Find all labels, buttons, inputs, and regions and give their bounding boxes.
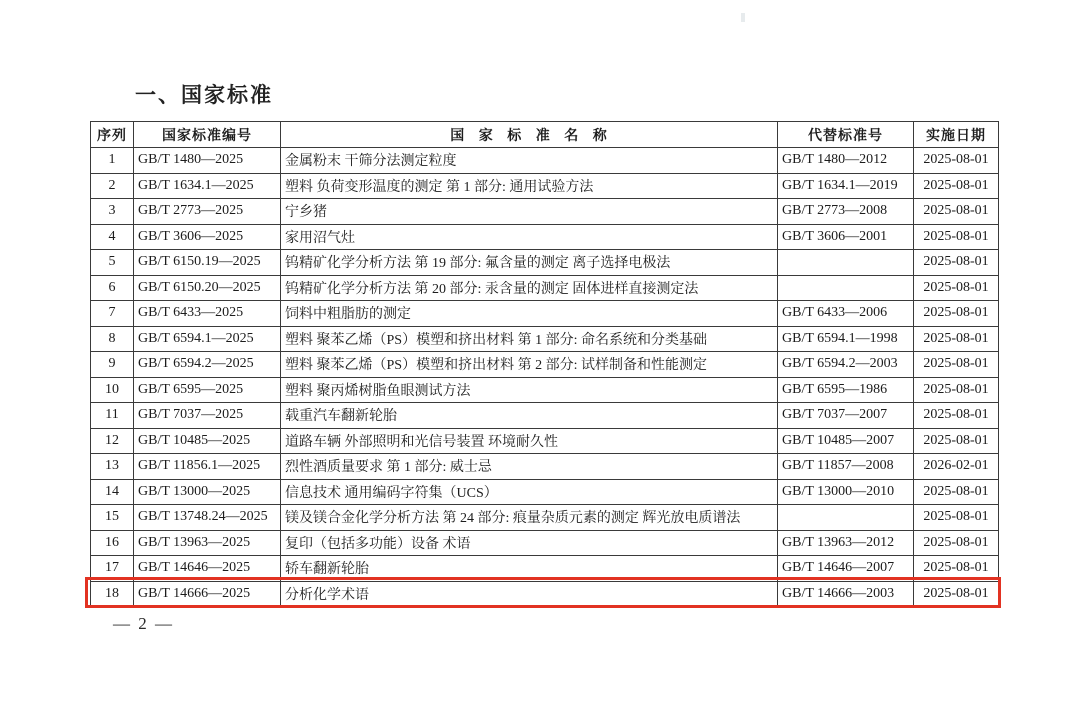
cell-replaces — [778, 505, 914, 531]
cell-code: GB/T 13748.24—2025 — [134, 505, 281, 531]
cell-replaces: GB/T 7037—2007 — [778, 403, 914, 429]
table-row — [91, 250, 999, 276]
cell-replaces: GB/T 6594.1—1998 — [778, 326, 914, 352]
cell-date: 2025-08-01 — [914, 224, 999, 250]
header-date: 实施日期 — [914, 122, 999, 148]
table-row — [91, 581, 999, 607]
cell-seq: 10 — [91, 377, 134, 403]
cell-code: GB/T 10485—2025 — [134, 428, 281, 454]
table-row — [91, 377, 999, 403]
cell-name: 烈性酒质量要求 第 1 部分: 威士忌 — [281, 454, 778, 480]
cell-seq: 18 — [91, 581, 134, 607]
cell-seq: 5 — [91, 250, 134, 276]
cell-seq: 8 — [91, 326, 134, 352]
header-replaces: 代替标准号 — [778, 122, 914, 148]
cell-seq: 3 — [91, 199, 134, 225]
cell-code: GB/T 6594.1—2025 — [134, 326, 281, 352]
cell-date: 2025-08-01 — [914, 530, 999, 556]
cell-code: GB/T 6433—2025 — [134, 301, 281, 327]
cell-replaces: GB/T 2773—2008 — [778, 199, 914, 225]
cell-date: 2025-08-01 — [914, 403, 999, 429]
cell-replaces: GB/T 6433—2006 — [778, 301, 914, 327]
table-row — [91, 556, 999, 582]
cell-seq: 16 — [91, 530, 134, 556]
cell-date: 2025-08-01 — [914, 352, 999, 378]
cell-code: GB/T 6150.19—2025 — [134, 250, 281, 276]
cell-replaces: GB/T 1634.1—2019 — [778, 173, 914, 199]
cell-name: 镁及镁合金化学分析方法 第 24 部分: 痕量杂质元素的测定 辉光放电质谱法 — [281, 505, 778, 531]
cell-code: GB/T 6595—2025 — [134, 377, 281, 403]
cell-replaces — [778, 275, 914, 301]
cell-replaces: GB/T 1480—2012 — [778, 148, 914, 174]
cell-replaces: GB/T 14646—2007 — [778, 556, 914, 582]
cell-seq: 17 — [91, 556, 134, 582]
table-row — [91, 275, 999, 301]
table-row — [91, 301, 999, 327]
cell-name: 金属粉末 干筛分法测定粒度 — [281, 148, 778, 174]
scan-artifact — [741, 13, 745, 22]
cell-date: 2025-08-01 — [914, 377, 999, 403]
cell-seq: 9 — [91, 352, 134, 378]
cell-code: GB/T 11856.1—2025 — [134, 454, 281, 480]
cell-seq: 1 — [91, 148, 134, 174]
cell-name: 宁乡猪 — [281, 199, 778, 225]
cell-seq: 11 — [91, 403, 134, 429]
cell-replaces: GB/T 6594.2—2003 — [778, 352, 914, 378]
cell-name: 复印（包括多功能）设备 术语 — [281, 530, 778, 556]
cell-seq: 6 — [91, 275, 134, 301]
header-code: 国家标准编号 — [134, 122, 281, 148]
cell-date: 2025-08-01 — [914, 581, 999, 607]
table-row — [91, 326, 999, 352]
cell-replaces: GB/T 13000—2010 — [778, 479, 914, 505]
standards-table — [90, 121, 999, 607]
cell-name: 塑料 负荷变形温度的测定 第 1 部分: 通用试验方法 — [281, 173, 778, 199]
cell-code: GB/T 6594.2—2025 — [134, 352, 281, 378]
table-row — [91, 505, 999, 531]
cell-seq: 15 — [91, 505, 134, 531]
cell-replaces: GB/T 11857—2008 — [778, 454, 914, 480]
cell-name: 塑料 聚苯乙烯（PS）模塑和挤出材料 第 2 部分: 试样制备和性能测定 — [281, 352, 778, 378]
cell-code: GB/T 14646—2025 — [134, 556, 281, 582]
table-row — [91, 428, 999, 454]
cell-date: 2025-08-01 — [914, 275, 999, 301]
header-name: 国 家 标 准 名 称 — [281, 122, 778, 148]
cell-date: 2025-08-01 — [914, 199, 999, 225]
cell-seq: 7 — [91, 301, 134, 327]
cell-seq: 12 — [91, 428, 134, 454]
cell-name: 载重汽车翻新轮胎 — [281, 403, 778, 429]
cell-seq: 13 — [91, 454, 134, 480]
cell-date: 2025-08-01 — [914, 556, 999, 582]
cell-code: GB/T 13000—2025 — [134, 479, 281, 505]
cell-name: 塑料 聚苯乙烯（PS）模塑和挤出材料 第 1 部分: 命名系统和分类基础 — [281, 326, 778, 352]
cell-name: 饲料中粗脂肪的测定 — [281, 301, 778, 327]
table-body — [91, 148, 999, 607]
cell-name: 钨精矿化学分析方法 第 20 部分: 汞含量的测定 固体进样直接测定法 — [281, 275, 778, 301]
cell-name: 信息技术 通用编码字符集（UCS） — [281, 479, 778, 505]
section-title: 一、国家标准 — [135, 84, 273, 107]
cell-name: 分析化学术语 — [281, 581, 778, 607]
cell-date: 2025-08-01 — [914, 148, 999, 174]
cell-name: 塑料 聚丙烯树脂鱼眼测试方法 — [281, 377, 778, 403]
cell-code: GB/T 1634.1—2025 — [134, 173, 281, 199]
cell-date: 2025-08-01 — [914, 173, 999, 199]
cell-name: 轿车翻新轮胎 — [281, 556, 778, 582]
cell-code: GB/T 6150.20—2025 — [134, 275, 281, 301]
cell-name: 道路车辆 外部照明和光信号装置 环境耐久性 — [281, 428, 778, 454]
cell-code: GB/T 2773—2025 — [134, 199, 281, 225]
cell-code: GB/T 13963—2025 — [134, 530, 281, 556]
table-row — [91, 148, 999, 174]
cell-date: 2025-08-01 — [914, 505, 999, 531]
cell-name: 家用沼气灶 — [281, 224, 778, 250]
cell-code: GB/T 14666—2025 — [134, 581, 281, 607]
cell-name: 钨精矿化学分析方法 第 19 部分: 氟含量的测定 离子选择电极法 — [281, 250, 778, 276]
table-row — [91, 479, 999, 505]
table-row — [91, 530, 999, 556]
cell-date: 2026-02-01 — [914, 454, 999, 480]
table-header-row — [91, 122, 999, 148]
table-row — [91, 199, 999, 225]
cell-code: GB/T 7037—2025 — [134, 403, 281, 429]
cell-date: 2025-08-01 — [914, 326, 999, 352]
table-row — [91, 454, 999, 480]
header-seq: 序列 — [91, 122, 134, 148]
cell-seq: 14 — [91, 479, 134, 505]
table-row — [91, 173, 999, 199]
cell-replaces: GB/T 13963—2012 — [778, 530, 914, 556]
cell-replaces — [778, 250, 914, 276]
cell-seq: 4 — [91, 224, 134, 250]
table-row — [91, 352, 999, 378]
cell-replaces: GB/T 6595—1986 — [778, 377, 914, 403]
cell-date: 2025-08-01 — [914, 479, 999, 505]
table-row — [91, 224, 999, 250]
cell-replaces: GB/T 14666—2003 — [778, 581, 914, 607]
page-number: — 2 — — [113, 614, 174, 633]
cell-date: 2025-08-01 — [914, 250, 999, 276]
cell-replaces: GB/T 10485—2007 — [778, 428, 914, 454]
cell-date: 2025-08-01 — [914, 428, 999, 454]
cell-replaces: GB/T 3606—2001 — [778, 224, 914, 250]
cell-code: GB/T 3606—2025 — [134, 224, 281, 250]
cell-date: 2025-08-01 — [914, 301, 999, 327]
cell-code: GB/T 1480—2025 — [134, 148, 281, 174]
cell-seq: 2 — [91, 173, 134, 199]
table-row — [91, 403, 999, 429]
